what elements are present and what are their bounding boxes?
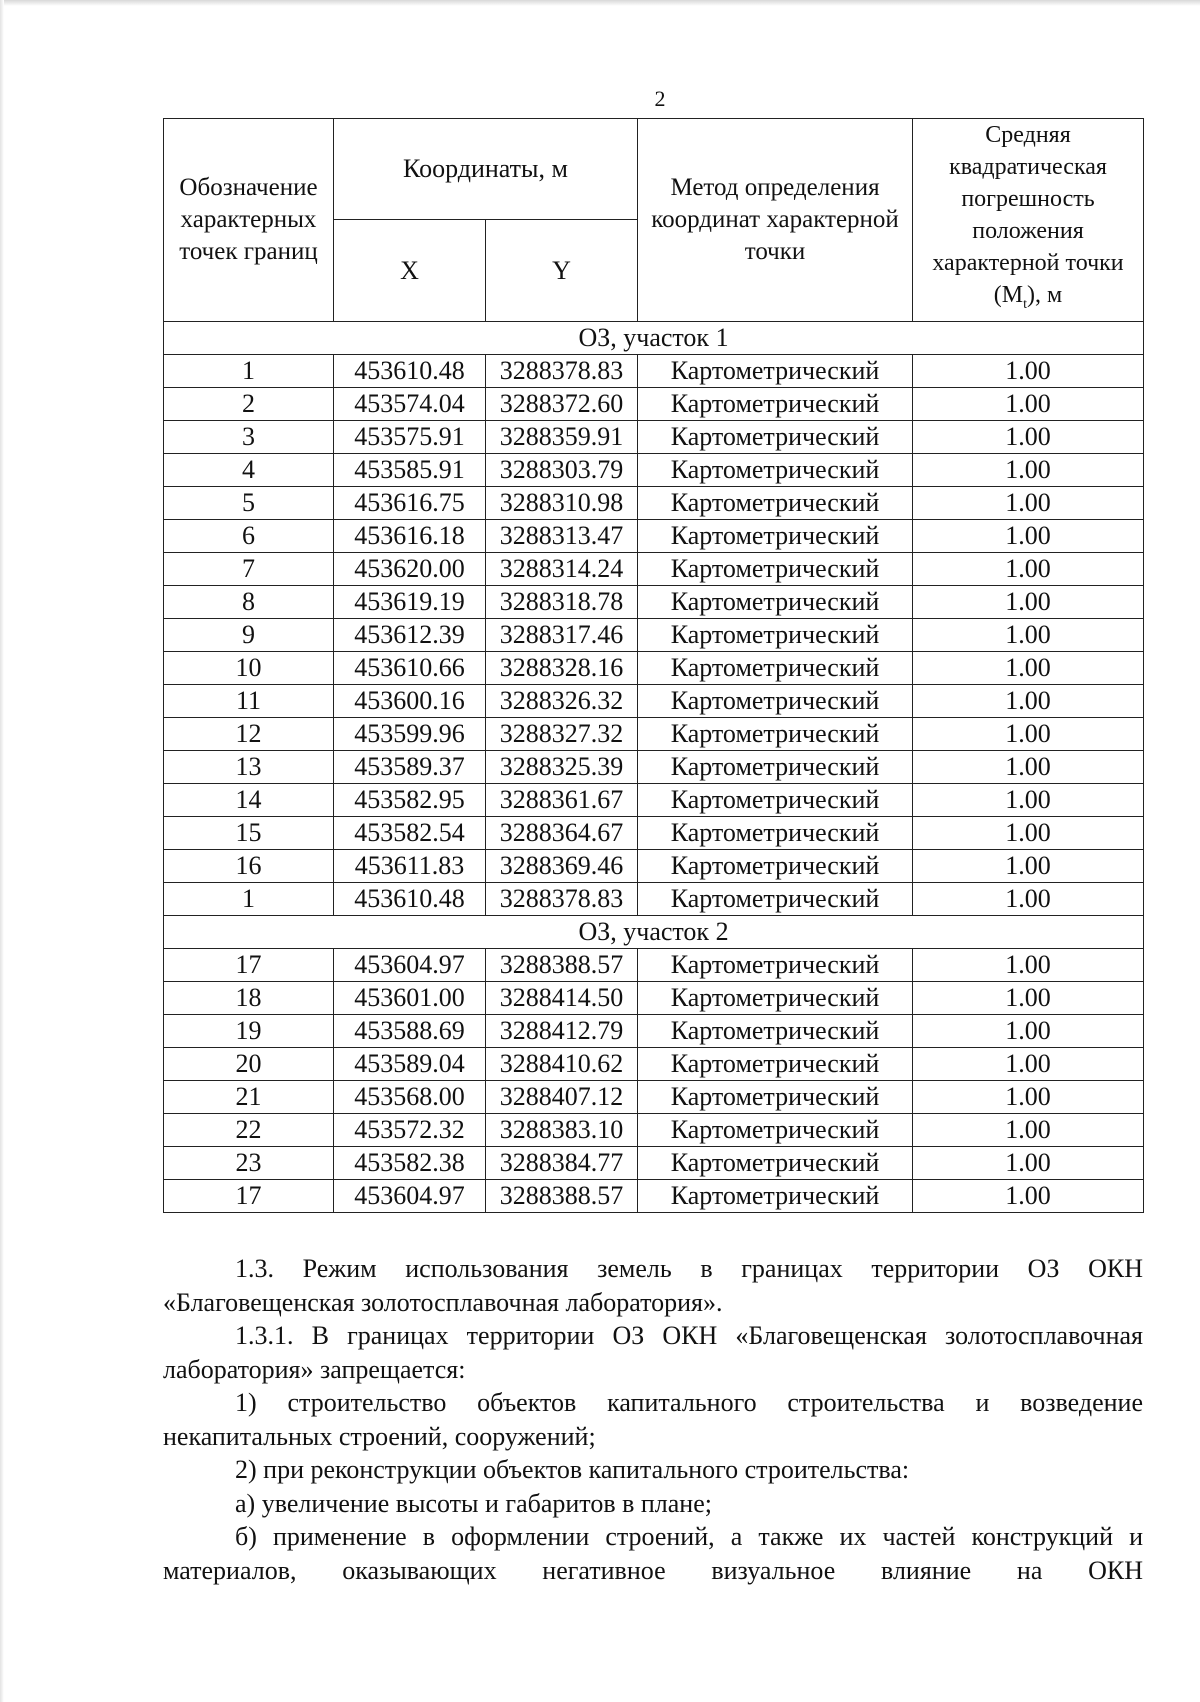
cell-method: Картометрический (638, 387, 913, 420)
cell-error: 1.00 (913, 717, 1144, 750)
cell-error: 1.00 (913, 882, 1144, 915)
cell-error: 1.00 (913, 849, 1144, 882)
cell-x: 453619.19 (334, 585, 486, 618)
cell-y: 3288318.78 (486, 585, 638, 618)
table-row (164, 354, 1144, 387)
cell-y: 3288407.12 (486, 1080, 638, 1113)
cell-error: 1.00 (913, 1179, 1144, 1212)
table-row (164, 387, 1144, 420)
cell-error: 1.00 (913, 420, 1144, 453)
cell-x: 453582.38 (334, 1146, 486, 1179)
header-mean-error (913, 119, 1144, 322)
cell-point: 1 (164, 354, 334, 387)
cell-error: 1.00 (913, 981, 1144, 1014)
cell-y: 3288314.24 (486, 552, 638, 585)
cell-point: 18 (164, 981, 334, 1014)
cell-point: 1 (164, 882, 334, 915)
cell-point: 16 (164, 849, 334, 882)
cell-error: 1.00 (913, 816, 1144, 849)
cell-error: 1.00 (913, 1113, 1144, 1146)
cell-x: 453589.37 (334, 750, 486, 783)
header-mean-error-subscript: t (1023, 296, 1028, 312)
cell-x: 453610.48 (334, 882, 486, 915)
cell-x: 453568.00 (334, 1080, 486, 1113)
header-x: X (334, 220, 486, 321)
scan-edge-left (0, 0, 4, 1702)
cell-point: 6 (164, 519, 334, 552)
table-row (164, 981, 1144, 1014)
cell-point: 22 (164, 1113, 334, 1146)
cell-point: 8 (164, 585, 334, 618)
cell-error: 1.00 (913, 1047, 1144, 1080)
table-body (164, 321, 1144, 1212)
cell-x: 453616.75 (334, 486, 486, 519)
cell-error: 1.00 (913, 453, 1144, 486)
cell-method: Картометрический (638, 981, 913, 1014)
cell-error: 1.00 (913, 486, 1144, 519)
table-row (164, 552, 1144, 585)
section-row (164, 915, 1144, 948)
table-row (164, 1047, 1144, 1080)
table-row (164, 783, 1144, 816)
paragraph-item-a: а) увеличение высоты и габаритов в плане; (235, 1488, 712, 1518)
cell-method: Картометрический (638, 1014, 913, 1047)
cell-y: 3288327.32 (486, 717, 638, 750)
cell-x: 453599.96 (334, 717, 486, 750)
cell-y: 3288325.39 (486, 750, 638, 783)
cell-method: Картометрический (638, 882, 913, 915)
header-point-designation: Обозначение характерных точек границ (164, 119, 334, 322)
cell-x: 453616.18 (334, 519, 486, 552)
section-title: ОЗ, участок 1 (164, 321, 1144, 354)
cell-point: 7 (164, 552, 334, 585)
table-row (164, 750, 1144, 783)
cell-error: 1.00 (913, 1080, 1144, 1113)
cell-error: 1.00 (913, 585, 1144, 618)
cell-method: Картометрический (638, 684, 913, 717)
header-mean-error-text: Средняя квадратическая погрешность положения характерной точки (M (932, 122, 1124, 308)
cell-method: Картометрический (638, 354, 913, 387)
table-row (164, 618, 1144, 651)
paragraph-item-2: 2) при реконструкции объектов капитального строительства: (235, 1455, 910, 1484)
cell-y: 3288412.79 (486, 1014, 638, 1047)
table-row (164, 948, 1144, 981)
header-method: Метод определения координат характерной точки (638, 119, 913, 322)
cell-point: 11 (164, 684, 334, 717)
cell-point: 9 (164, 618, 334, 651)
table-row (164, 519, 1144, 552)
cell-x: 453575.91 (334, 420, 486, 453)
cell-y: 3288328.16 (486, 651, 638, 684)
table-row (164, 486, 1144, 519)
cell-point: 17 (164, 1179, 334, 1212)
cell-method: Картометрический (638, 1179, 913, 1212)
cell-y: 3288378.83 (486, 354, 638, 387)
cell-point: 17 (164, 948, 334, 981)
cell-error: 1.00 (913, 651, 1144, 684)
section-row (164, 321, 1144, 354)
cell-x: 453604.97 (334, 1179, 486, 1212)
table-row (164, 420, 1144, 453)
table-row (164, 453, 1144, 486)
header-coordinates: Координаты, м (334, 119, 638, 220)
cell-point: 2 (164, 387, 334, 420)
cell-method: Картометрический (638, 948, 913, 981)
cell-method: Картометрический (638, 552, 913, 585)
table-row (164, 1113, 1144, 1146)
table-row (164, 1080, 1144, 1113)
cell-error: 1.00 (913, 552, 1144, 585)
cell-x: 453589.04 (334, 1047, 486, 1080)
cell-x: 453600.16 (334, 684, 486, 717)
cell-method: Картометрический (638, 750, 913, 783)
cell-point: 10 (164, 651, 334, 684)
paragraph-1-3-1: 1.3.1. В границах территории ОЗ ОКН «Благовещенская золотосплавочная лаборатория» запрещается: (163, 1321, 1143, 1384)
table-row (164, 1014, 1144, 1047)
cell-method: Картометрический (638, 1080, 913, 1113)
cell-point: 14 (164, 783, 334, 816)
table-row (164, 816, 1144, 849)
paragraph-item-1: 1) строительство объектов капитального строительства и возведение некапитальных строений, сооружений; (163, 1388, 1143, 1451)
table-row (164, 684, 1144, 717)
cell-y: 3288410.62 (486, 1047, 638, 1080)
cell-method: Картометрический (638, 618, 913, 651)
table-row (164, 717, 1144, 750)
cell-x: 453588.69 (334, 1014, 486, 1047)
cell-y: 3288414.50 (486, 981, 638, 1014)
paragraph-1-3: 1.3. Режим использования земель в границах территории ОЗ ОКН «Благовещенская золотосплавочная лаборатория». (163, 1254, 1143, 1317)
cell-y: 3288369.46 (486, 849, 638, 882)
cell-error: 1.00 (913, 1146, 1144, 1179)
cell-x: 453582.95 (334, 783, 486, 816)
cell-y: 3288378.83 (486, 882, 638, 915)
cell-error: 1.00 (913, 618, 1144, 651)
cell-x: 453610.48 (334, 354, 486, 387)
cell-method: Картометрический (638, 420, 913, 453)
cell-y: 3288313.47 (486, 519, 638, 552)
cell-x: 453611.83 (334, 849, 486, 882)
cell-method: Картометрический (638, 585, 913, 618)
cell-method: Картометрический (638, 816, 913, 849)
cell-x: 453612.39 (334, 618, 486, 651)
cell-point: 20 (164, 1047, 334, 1080)
table-row (164, 882, 1144, 915)
cell-y: 3288388.57 (486, 948, 638, 981)
cell-y: 3288388.57 (486, 1179, 638, 1212)
coordinates-table (163, 118, 1144, 1213)
cell-method: Картометрический (638, 783, 913, 816)
table-row (164, 1179, 1144, 1212)
cell-x: 453572.32 (334, 1113, 486, 1146)
cell-y: 3288384.77 (486, 1146, 638, 1179)
paragraph-item-b: б) применение в оформлении строений, а также их частей конструкций и материалов, оказывающих негативное визуальное влияние на ОКН (163, 1522, 1143, 1585)
cell-method: Картометрический (638, 519, 913, 552)
cell-method: Картометрический (638, 486, 913, 519)
table-row (164, 849, 1144, 882)
cell-x: 453610.66 (334, 651, 486, 684)
cell-method: Картометрический (638, 849, 913, 882)
cell-error: 1.00 (913, 684, 1144, 717)
cell-point: 21 (164, 1080, 334, 1113)
cell-x: 453574.04 (334, 387, 486, 420)
table-row (164, 585, 1144, 618)
cell-error: 1.00 (913, 783, 1144, 816)
scan-edge-top (0, 0, 1200, 6)
cell-y: 3288303.79 (486, 453, 638, 486)
cell-point: 3 (164, 420, 334, 453)
cell-x: 453582.54 (334, 816, 486, 849)
cell-x: 453585.91 (334, 453, 486, 486)
cell-error: 1.00 (913, 750, 1144, 783)
cell-y: 3288361.67 (486, 783, 638, 816)
cell-point: 15 (164, 816, 334, 849)
cell-y: 3288317.46 (486, 618, 638, 651)
cell-method: Картометрический (638, 453, 913, 486)
cell-y: 3288372.60 (486, 387, 638, 420)
cell-point: 23 (164, 1146, 334, 1179)
cell-method: Картометрический (638, 1113, 913, 1146)
cell-method: Картометрический (638, 651, 913, 684)
cell-point: 12 (164, 717, 334, 750)
cell-method: Картометрический (638, 1146, 913, 1179)
cell-error: 1.00 (913, 387, 1144, 420)
cell-x: 453604.97 (334, 948, 486, 981)
cell-x: 453601.00 (334, 981, 486, 1014)
cell-y: 3288326.32 (486, 684, 638, 717)
cell-point: 4 (164, 453, 334, 486)
cell-x: 453620.00 (334, 552, 486, 585)
cell-y: 3288359.91 (486, 420, 638, 453)
cell-point: 13 (164, 750, 334, 783)
cell-method: Картометрический (638, 1047, 913, 1080)
cell-error: 1.00 (913, 354, 1144, 387)
body-text (163, 1252, 1143, 1587)
cell-error: 1.00 (913, 1014, 1144, 1047)
header-y: Y (486, 220, 638, 321)
cell-y: 3288383.10 (486, 1113, 638, 1146)
cell-method: Картометрический (638, 717, 913, 750)
cell-point: 5 (164, 486, 334, 519)
cell-y: 3288364.67 (486, 816, 638, 849)
cell-error: 1.00 (913, 948, 1144, 981)
table-row (164, 1146, 1144, 1179)
cell-point: 19 (164, 1014, 334, 1047)
section-title: ОЗ, участок 2 (164, 915, 1144, 948)
page-number: 2 (654, 86, 666, 111)
cell-error: 1.00 (913, 519, 1144, 552)
cell-y: 3288310.98 (486, 486, 638, 519)
table-row (164, 651, 1144, 684)
header-mean-error-unit: ), м (1027, 282, 1063, 308)
